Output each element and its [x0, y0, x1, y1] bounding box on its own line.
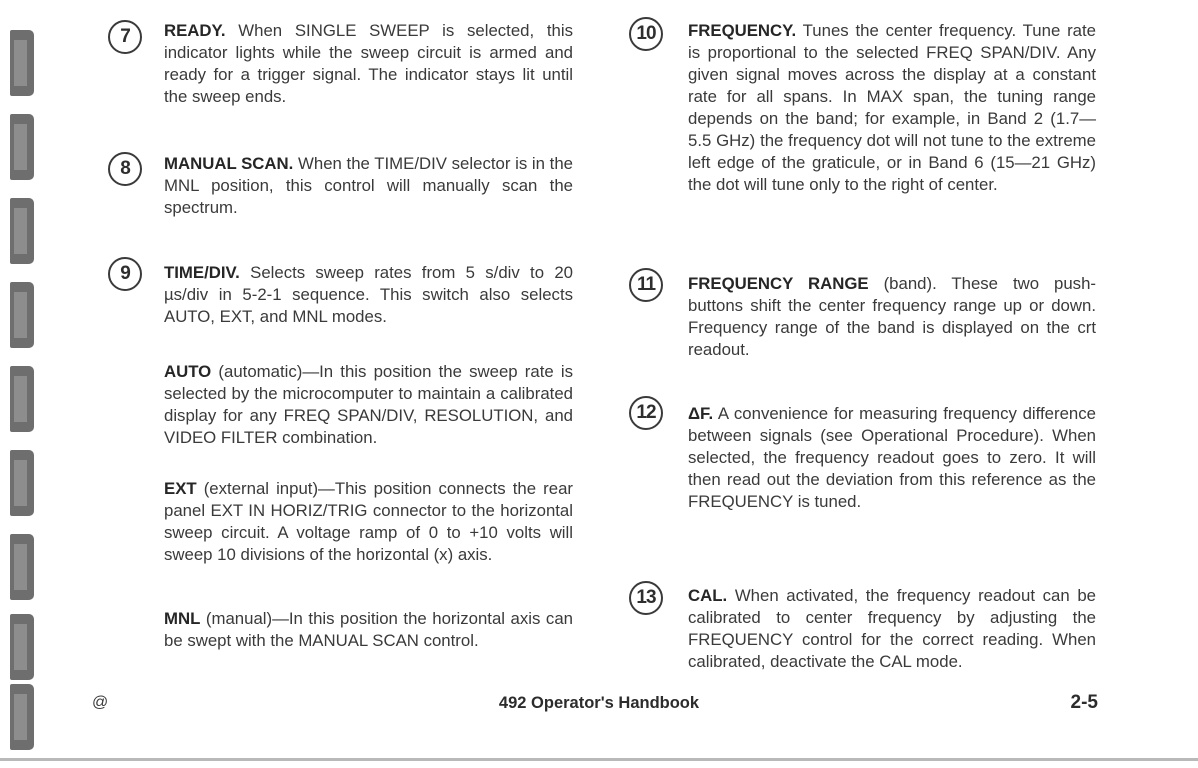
callout-number: 12 — [629, 396, 663, 430]
item-text — [164, 20, 573, 108]
mode-title: AUTO — [164, 362, 212, 381]
item-text — [164, 153, 573, 219]
item-text — [688, 585, 1096, 673]
item-title: FREQUENCY RANGE — [688, 274, 869, 293]
item-body: Selects sweep rates from 5 s/div to 20 µs/div in 5-2-1 sequence. This switch also selects AUTO, EXT, and MNL modes. — [164, 263, 573, 326]
mode-body: (manual)—In this position the horizontal axis can be swept with the MANUAL SCAN control. — [164, 609, 573, 650]
edge-tab — [10, 198, 34, 264]
edge-tab — [10, 114, 34, 180]
callout-number: 9 — [108, 257, 142, 291]
item-body: When the TIME/DIV selector is in the MNL position, this control will manually scan the spectrum. — [164, 154, 574, 217]
item-title: TIME/DIV. — [164, 263, 240, 282]
item-body: When activated, the frequency readout can be calibrated to center frequency by adjusting the FREQUENCY control for the correct reading. When calibrated, deactivate the CAL mode. — [688, 586, 1096, 671]
mode-mnl — [164, 608, 573, 652]
edge-tab — [10, 366, 34, 432]
callout-number: 11 — [629, 268, 663, 302]
footer-symbol: @ — [92, 694, 109, 711]
edge-tab — [10, 30, 34, 96]
footer-title: 492 Operator's Handbook — [498, 694, 700, 712]
item-body: When SINGLE SWEEP is selected, this indicator lights while the sweep circuit is armed and ready for a trigger signal. The indicator stays lit until the sweep ends. — [164, 21, 573, 106]
bottom-rule — [0, 758, 1198, 761]
edge-tab — [10, 534, 34, 600]
item-text — [688, 403, 1096, 513]
edge-tab — [10, 282, 34, 348]
page-number: 2-5 — [1070, 692, 1098, 713]
item-title: MANUAL SCAN. — [164, 154, 294, 173]
item-text — [688, 273, 1096, 361]
item-body: Tunes the center frequency. Tune rate is proportional to the selected FREQ SPAN/DIV. Any given signal moves across the display at a constant rate for all spans. In MAX span, the tuning range depends on the band; for example, in Band 2 (1.7—5.5 GHz) the frequency dot will not tune to the extreme left edge of the graticule, or in Band 6 (15—21 GHz) the dot will tune only to the right of center. — [688, 21, 1096, 194]
item-title: FREQUENCY. — [688, 21, 797, 40]
mode-body: (external input)—This position connects the rear panel EXT IN HORIZ/TRIG connector to the horizontal sweep circuit. A voltage ramp of 0 to +10 volts will sweep 10 divisions of the horizontal (x) axis. — [164, 479, 573, 564]
callout-number: 13 — [629, 581, 663, 615]
mode-title: MNL — [164, 609, 201, 628]
item-title: ΔF. — [688, 404, 714, 423]
item-text — [164, 262, 573, 328]
item-text — [688, 20, 1096, 196]
mode-auto — [164, 361, 573, 449]
edge-tab — [10, 450, 34, 516]
mode-body: (automatic)—In this position the sweep rate is selected by the microcomputer to maintain a calibrated display for any FREQ SPAN/DIV, RESOLUTION, and VIDEO FILTER combination. — [164, 362, 573, 447]
mode-ext — [164, 478, 573, 566]
item-title: READY. — [164, 21, 226, 40]
page-edge-tabs — [10, 0, 34, 768]
callout-number: 7 — [108, 20, 142, 54]
mode-title: EXT — [164, 479, 197, 498]
callout-number: 8 — [108, 152, 142, 186]
callout-number: 10 — [629, 17, 663, 51]
item-title: CAL. — [688, 586, 728, 605]
edge-tab — [10, 614, 34, 680]
item-body: A convenience for measuring frequency difference between signals (see Operational Procedure). When selected, the frequency readout goes to zero. It will then read out the deviation from this reference as the FREQUENCY is tuned. — [688, 404, 1096, 511]
item-body: (band). These two push-buttons shift the center frequency range up or down. Frequency range of the band is displayed on the crt readout. — [688, 274, 1096, 359]
